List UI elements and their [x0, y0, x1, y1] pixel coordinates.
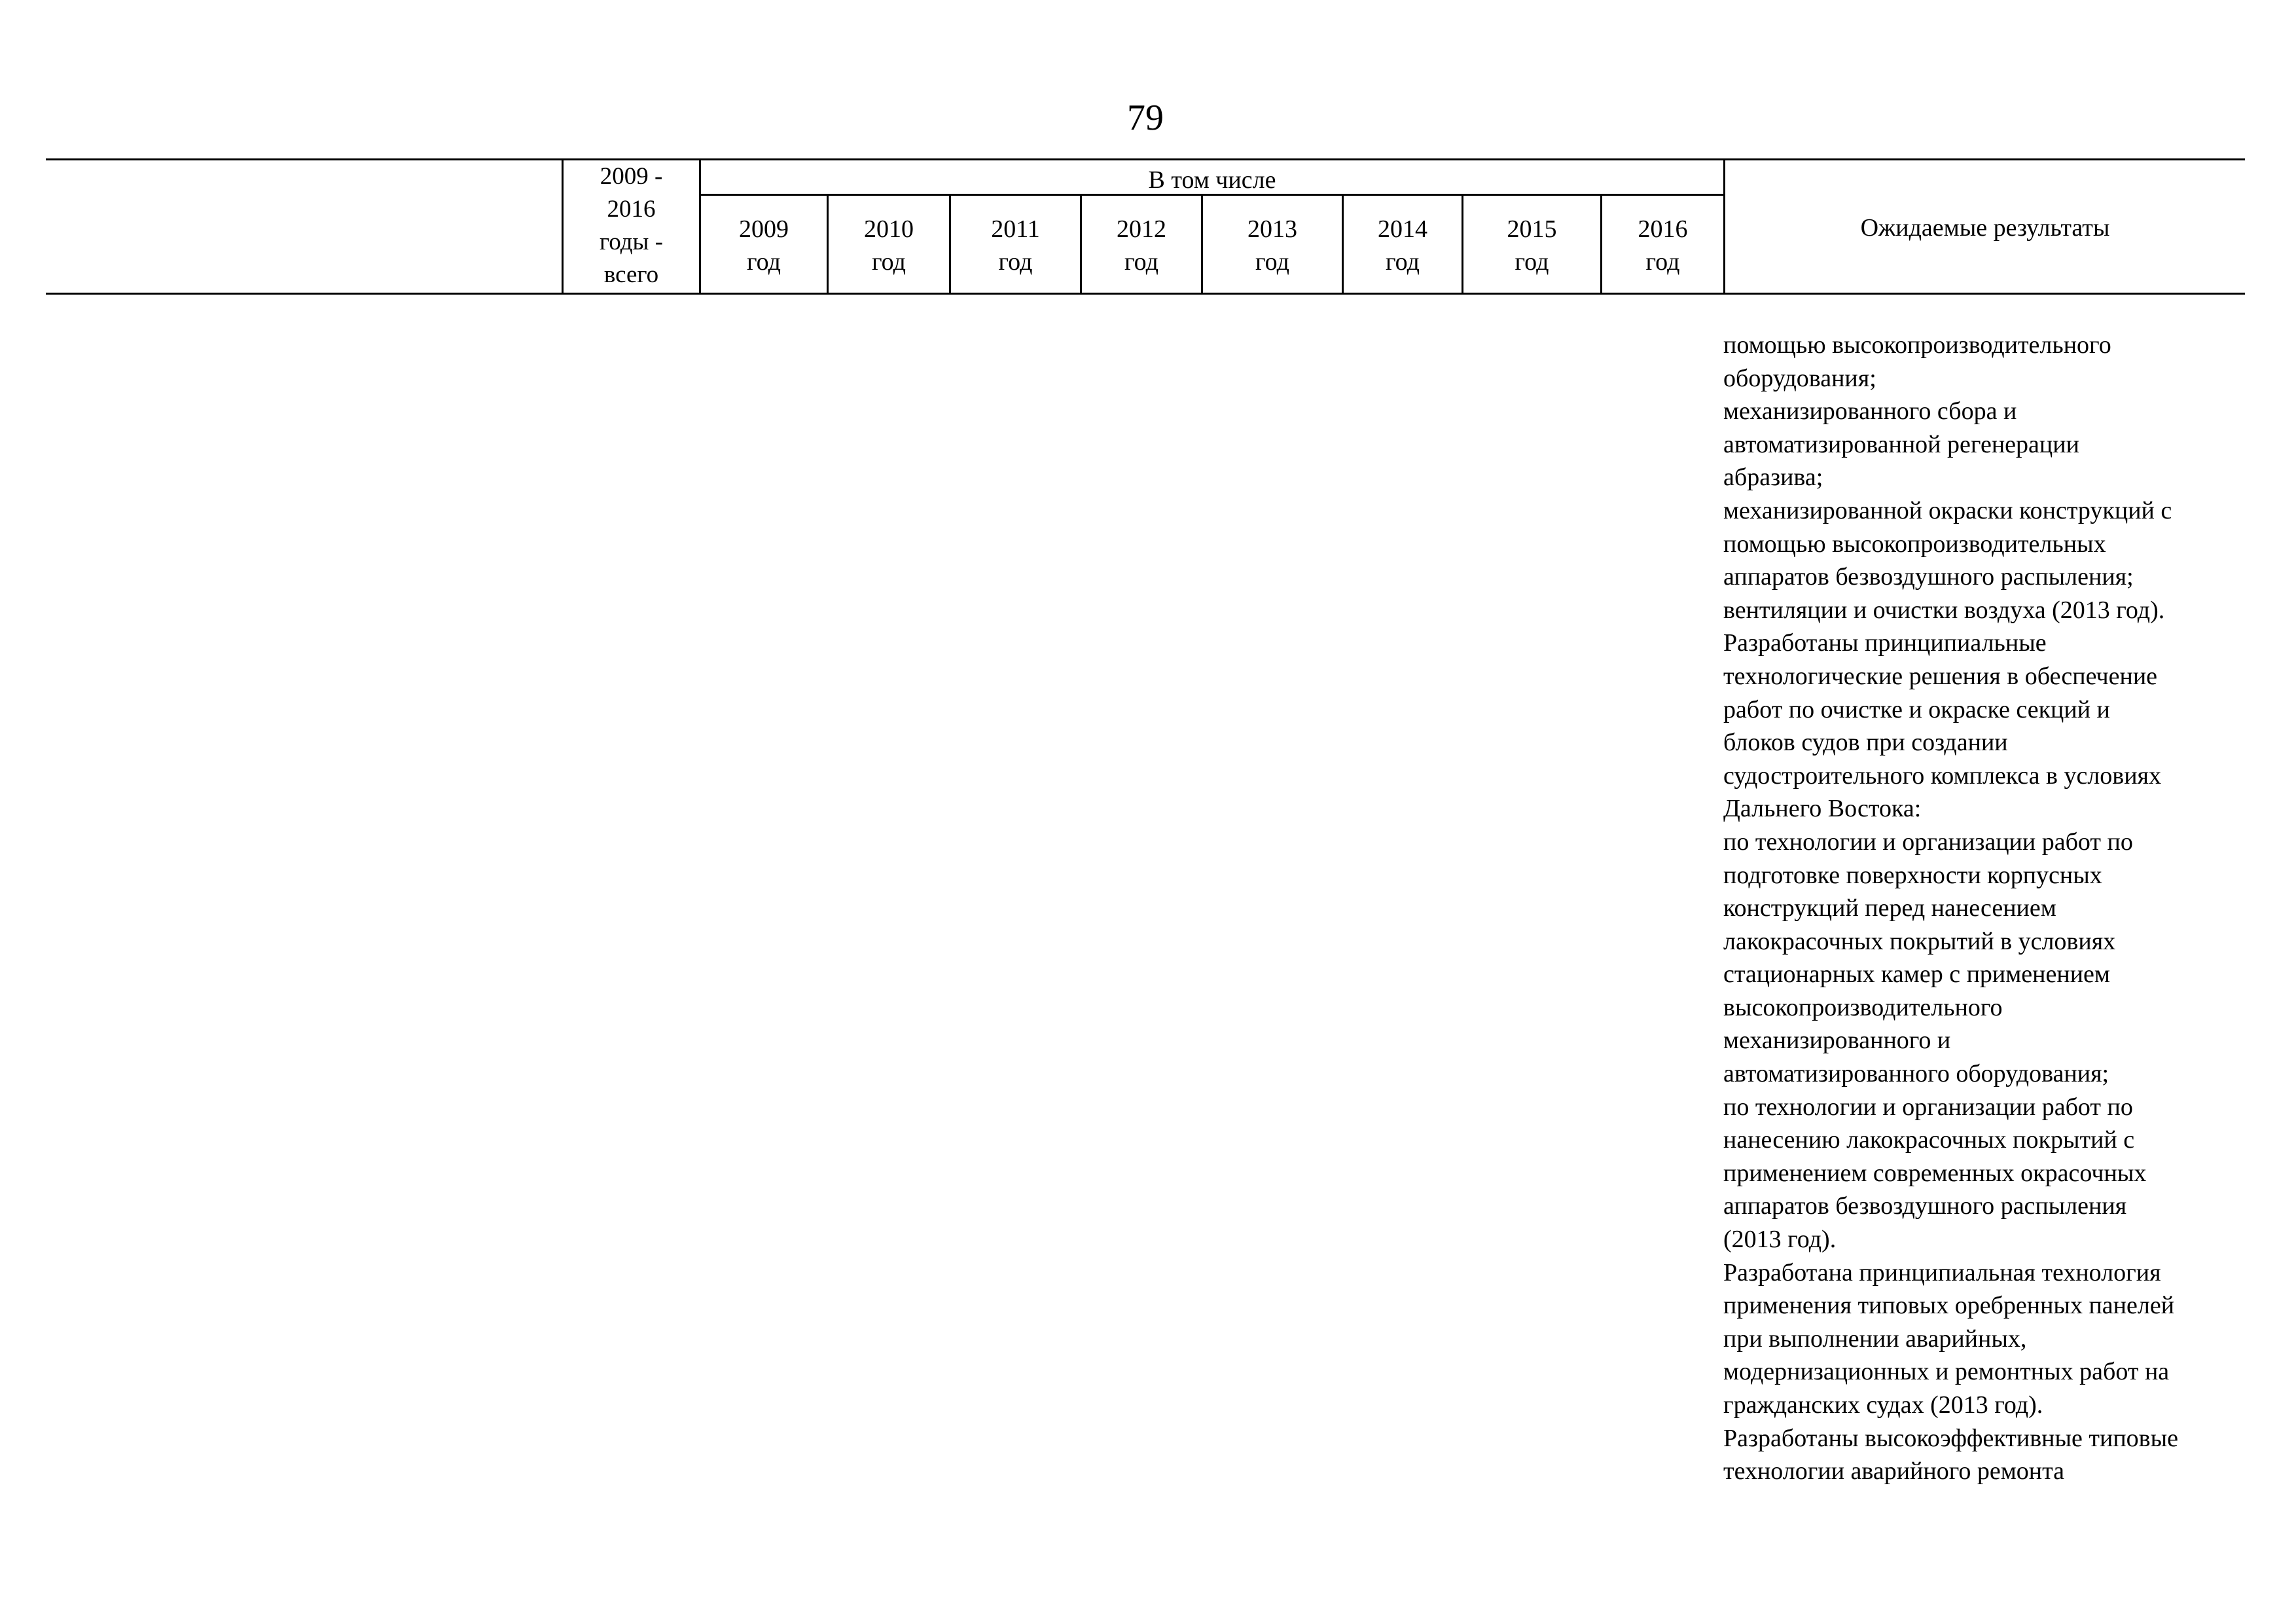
results-line: при выполнении аварийных,	[1723, 1324, 2027, 1353]
year-unit: год	[872, 248, 906, 276]
year-value: 2016	[1638, 215, 1688, 243]
results-line: подготовке поверхности корпусных	[1723, 861, 2102, 889]
results-line: автоматизированной регенерации	[1723, 430, 2079, 458]
results-line: технологии аварийного ремонта	[1723, 1457, 2065, 1486]
results-line: вентиляции и очистки воздуха (2013 год).	[1723, 596, 2165, 624]
results-line: блоков судов при создании	[1723, 729, 2008, 757]
year-value: 2015	[1507, 215, 1557, 243]
total-years-header: 2009 - 2016 годы - всего	[600, 163, 663, 288]
year-header-2013	[1203, 213, 1342, 278]
results-line: применением современных окрасочных	[1723, 1159, 2147, 1187]
results-line: абразива;	[1723, 464, 1823, 492]
results-line: механизированного и	[1723, 1027, 1951, 1055]
year-value: 2010	[864, 215, 914, 243]
results-line: Дальнего Востока:	[1723, 795, 1922, 823]
results-header: Ожидаемые результаты	[1860, 214, 2110, 242]
table-top-rule	[46, 158, 2245, 160]
results-line: помощью высокопроизводительных	[1723, 530, 2106, 558]
results-line: аппаратов безвоздушного распыления	[1723, 1192, 2127, 1220]
results-line: стационарных камер с применением	[1723, 960, 2110, 989]
results-line: технологические решения в обеспечение	[1723, 662, 2158, 690]
year-value: 2013	[1247, 215, 1297, 243]
results-line: модернизационных и ремонтных работ на	[1723, 1358, 2170, 1386]
year-unit: год	[1645, 248, 1680, 276]
year-header-2010	[829, 213, 949, 278]
year-header-2011	[951, 213, 1080, 278]
year-unit: год	[1515, 248, 1549, 276]
results-line: помощью высокопроизводительного	[1723, 331, 2111, 359]
results-line: оборудования;	[1723, 364, 1876, 392]
results-line: гражданских судах (2013 год).	[1723, 1391, 2043, 1419]
expected-results-text	[1723, 329, 2273, 1488]
year-unit: год	[1255, 248, 1289, 276]
results-line: аппаратов безвоздушного распыления;	[1723, 563, 2134, 591]
year-header-2015	[1463, 213, 1600, 278]
year-header-2012	[1082, 213, 1201, 278]
results-line: механизированной окраски конструкций с	[1723, 496, 2172, 524]
results-line: нанесению лакокрасочных покрытий с	[1723, 1126, 2135, 1154]
results-line: лакокрасочных покрытий в условиях	[1723, 927, 2116, 955]
year-unit: год	[998, 248, 1033, 276]
results-line: работ по очистке и окраске секций и	[1723, 695, 2110, 723]
table-bottom-rule	[46, 293, 2245, 295]
page-number: 79	[1127, 98, 1164, 138]
year-header-2016	[1602, 213, 1723, 278]
year-unit: год	[1386, 248, 1420, 276]
results-line: конструкций перед нанесением	[1723, 894, 2056, 922]
results-line: высокопроизводительного	[1723, 993, 2003, 1021]
results-line: по технологии и организации работ по	[1723, 1093, 2133, 1121]
year-unit: год	[747, 248, 781, 276]
results-line: автоматизированного оборудования;	[1723, 1060, 2109, 1088]
group-header: В том числе	[1148, 166, 1276, 194]
results-line: применения типовых оребренных панелей	[1723, 1292, 2175, 1320]
year-value: 2011	[991, 215, 1040, 243]
year-value: 2012	[1117, 215, 1166, 243]
year-value: 2009	[739, 215, 789, 243]
results-line: Разработаны принципиальные	[1723, 629, 2047, 657]
results-line: (2013 год).	[1723, 1226, 1837, 1254]
year-header-2009	[701, 213, 827, 278]
year-value: 2014	[1378, 215, 1427, 243]
results-line: механизированного сбора и	[1723, 397, 2017, 426]
results-line: по технологии и организации работ по	[1723, 828, 2133, 856]
results-line: судостроительного комплекса в условиях	[1723, 761, 2162, 790]
year-header-2014	[1344, 213, 1462, 278]
year-unit: год	[1124, 248, 1158, 276]
results-line: Разработана принципиальная технология	[1723, 1258, 2161, 1286]
results-line: Разработаны высокоэффективные типовые	[1723, 1424, 2179, 1452]
